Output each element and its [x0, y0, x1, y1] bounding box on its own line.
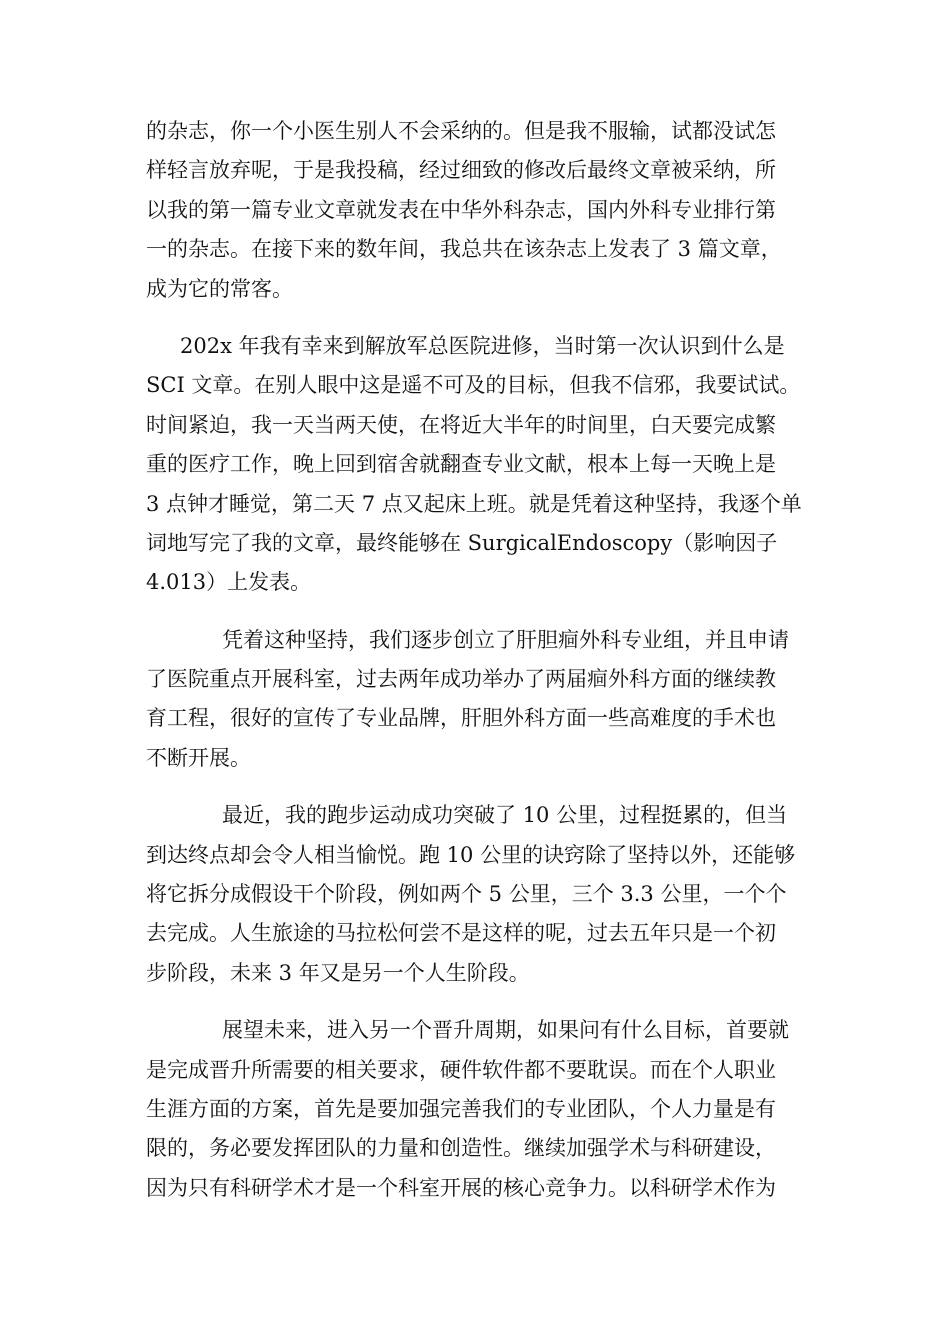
text-line: 时间紧迫，我一天当两天使，在将近大半年的时间里，白天要完成繁 — [146, 412, 776, 437]
text-line: 凭着这种坚持，我们逐步创立了肝胆痐外科专业组，并且申请 — [222, 627, 789, 652]
text-line: 202x 年我有幸来到解放军总医院进修，当时第一次认识到什么是 — [180, 333, 785, 358]
text-line: 成为它的常客。 — [146, 276, 293, 301]
text-line: 以我的第一篇专业文章就发表在中华外科杂志，国内外科专业排行第 — [146, 197, 776, 222]
text-line: 育工程，很好的宣传了专业品牌，肝胆外科方面一些高难度的手术也 — [146, 706, 776, 731]
text-line: 将它拆分成假设干个阶段，例如两个 5 公里，三个 3.3 公里，一个个 — [146, 882, 787, 907]
text-line: 到达终点却会令人相当愉悦。跑 10 公里的诀窍除了坚持以外，还能够 — [146, 842, 796, 867]
text-line: 的杂志，你一个小医生别人不会采纳的。但是我不服输，试都没试怎 — [146, 119, 776, 143]
text-line: 不断开展。 — [146, 745, 251, 770]
text-line: 限的，务必要发挥团队的力量和创造性。继续加强学术与科研建设， — [146, 1136, 776, 1161]
text-line: 生涯方面的方案，首先是要加强完善我们的专业团队，个人力量是有 — [146, 1096, 776, 1121]
text-line: 词地写完了我的文章，最终能够在 SurgicalEndoscopy（影响因子 — [146, 530, 778, 555]
text-line: 步阶段，未来 3 年又是另一个人生阶段。 — [146, 960, 530, 985]
paragraph-first-paper — [146, 112, 806, 309]
paragraph-specialty-group — [146, 621, 806, 779]
text-line: 因为只有科研学术才是一个科室开展的核心竞争力。以科研学术作为 — [146, 1175, 776, 1200]
text-line: SCI 文章。在别人眼中这是遥不可及的目标，但我不信邪，我要试试。 — [146, 373, 801, 398]
text-line: 最近，我的跑步运动成功突破了 10 公里，过程挺累的，但当 — [222, 803, 788, 828]
text-line: 3 点钟才睡觉，第二天 7 点又起床上班。就是凭着这种坚持，我逐个单 — [146, 491, 802, 516]
text-line: 样轻言放弃呢，于是我投稿，经过细致的修改后最终文章被采纳，所 — [146, 158, 776, 183]
text-line: 是完成晋升所需要的相关要求，硬件软件都不要耽误。而在个人职业 — [146, 1057, 776, 1082]
text-line: 一的杂志。在接下来的数年间，我总共在该杂志上发表了 3 篇文章， — [146, 237, 782, 262]
text-line: 了医院重点开展科室，过去两年成功举办了两届痐外科方面的继续教 — [146, 667, 776, 692]
text-line: 重的医疗工作，晚上回到宿舍就翻查专业文献，根本上每一天晚上是 — [146, 452, 776, 477]
text-line: 展望未来，进入另一个晋升周期，如果问有什么目标，首要就 — [222, 1018, 789, 1043]
text-line: 4.013）上发表。 — [146, 570, 312, 595]
paragraph-sci-article — [146, 327, 806, 603]
paragraph-running — [146, 796, 806, 993]
paragraph-future-plans — [146, 1011, 806, 1208]
document-body — [146, 112, 806, 1226]
text-line: 去完成。人生旅途的马拉松何尝不是这样的呢，过去五年只是一个初 — [146, 921, 776, 946]
